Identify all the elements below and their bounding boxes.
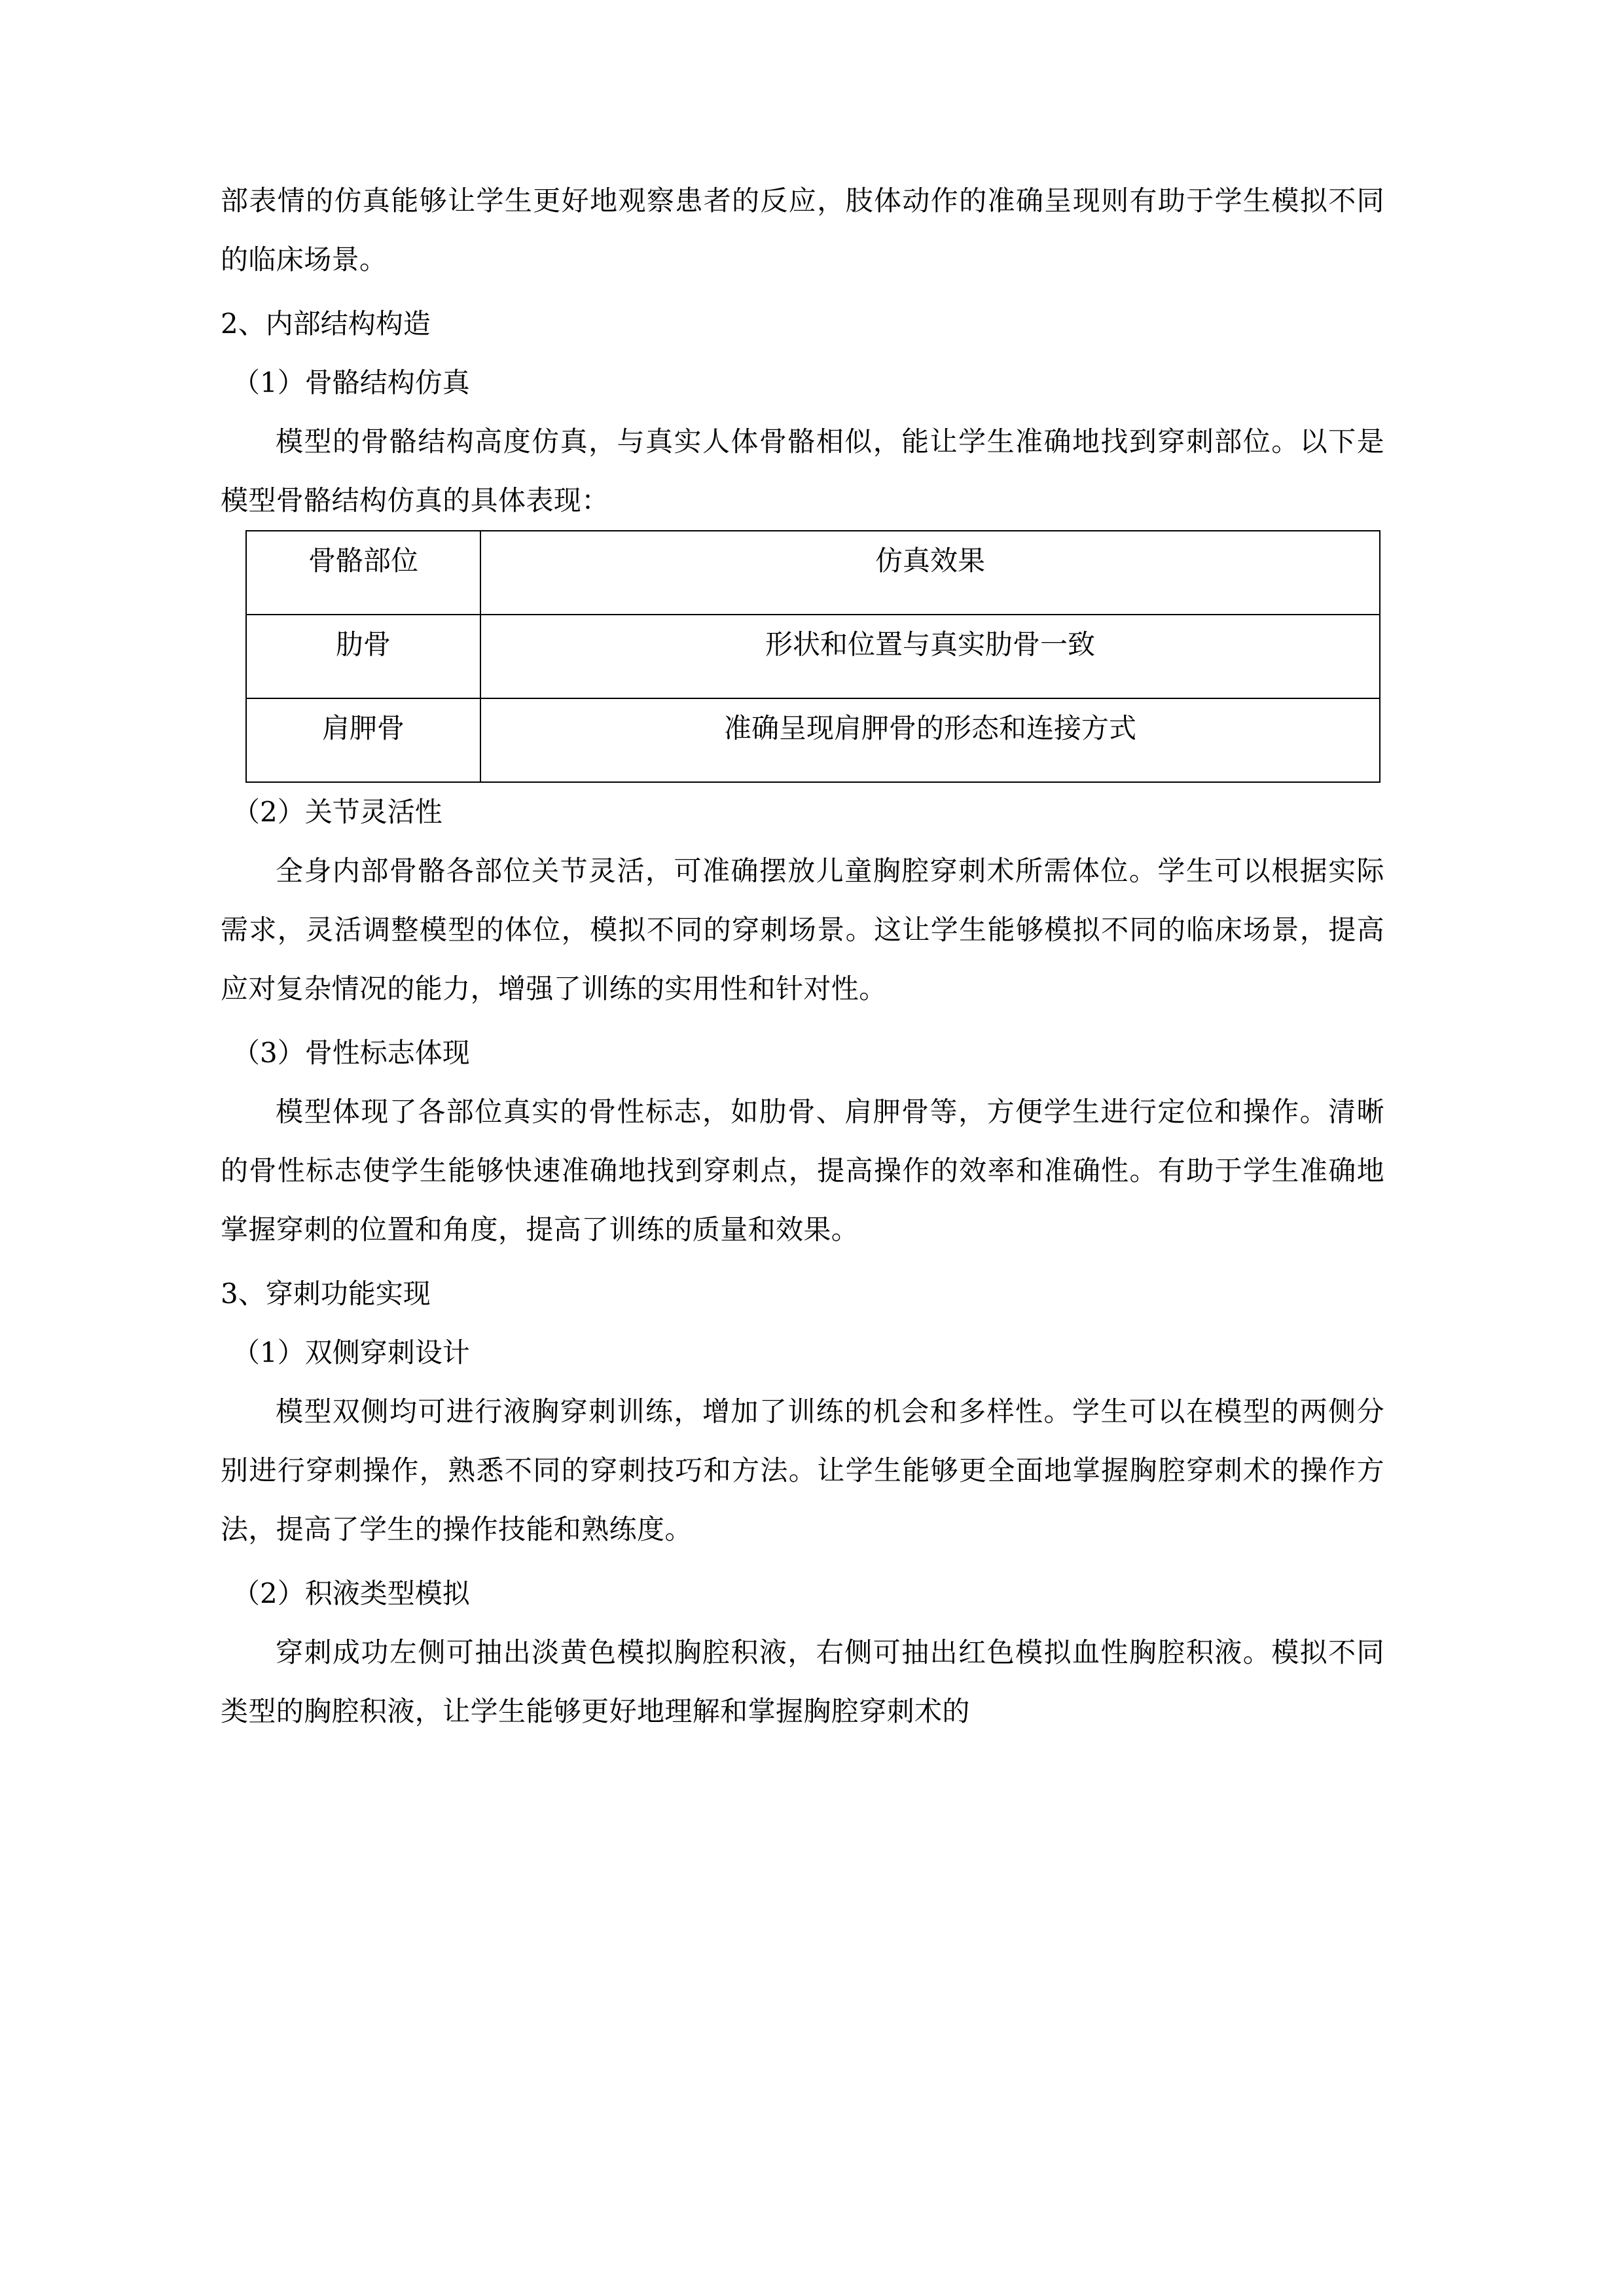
- table-header-label-effect: 仿真效果: [875, 545, 985, 577]
- table-row: [246, 698, 1380, 782]
- paragraph-section-2-2: 全身内部骨骼各部位关节灵活，可准确摆放儿童胸腔穿刺术所需体位。学生可以根据实际需求，灵活调整模型的体位，模拟不同的穿刺场景。这让学生能够模拟不同的临床场景，提高应对复杂情况的能力，增强了训练的实用性和针对性。: [221, 855, 1384, 1005]
- table-cell-effect: [480, 698, 1380, 782]
- table-cell-part: [246, 615, 480, 698]
- skeleton-simulation-table-wrap: [221, 530, 1384, 783]
- skeleton-simulation-table: [245, 530, 1380, 783]
- heading-section-3-1: （1）双侧穿刺设计: [232, 1336, 470, 1369]
- document-body: [221, 171, 1384, 1741]
- table-cell-part: [246, 698, 480, 782]
- table-cell-effect: [480, 615, 1380, 698]
- table-cell-text: 准确呈现肩胛骨的形态和连接方式: [723, 712, 1136, 744]
- table-header-cell-effect: [480, 531, 1380, 615]
- heading-section-2-2: （2）关节灵活性: [232, 796, 442, 828]
- table-header-cell-part: [246, 531, 480, 615]
- table-cell-text: 肋骨: [335, 628, 391, 660]
- paragraph-section-3-2: 穿刺成功左侧可抽出淡黄色模拟胸腔积液，右侧可抽出红色模拟血性胸腔积液。模拟不同类型的胸腔积液，让学生能够更好地理解和掌握胸腔穿刺术的: [221, 1636, 1384, 1727]
- paragraph-section-3-1: 模型双侧均可进行液胸穿刺训练，增加了训练的机会和多样性。学生可以在模型的两侧分别进行穿刺操作，熟悉不同的穿刺技巧和方法。让学生能够更全面地掌握胸腔穿刺术的操作方法，提高了学生的操作技能和熟练度。: [221, 1395, 1384, 1545]
- heading-section-2-1: （1）骨骼结构仿真: [232, 367, 470, 399]
- heading-section-3: 3、穿刺功能实现: [221, 1278, 431, 1310]
- table-header-row: [246, 531, 1380, 615]
- paragraph-continued: 部表情的仿真能够让学生更好地观察患者的反应，肢体动作的准确呈现则有助于学生模拟不同的临床场景。: [221, 185, 1384, 276]
- heading-section-2-3: （3）骨性标志体现: [232, 1037, 470, 1069]
- heading-section-3-2: （2）积液类型模拟: [232, 1577, 470, 1609]
- table-row: [246, 615, 1380, 698]
- paragraph-section-2-3: 模型体现了各部位真实的骨性标志，如肋骨、肩胛骨等，方便学生进行定位和操作。清晰的骨性标志使学生能够快速准确地找到穿刺点，提高操作的效率和准确性。有助于学生准确地掌握穿刺的位置和角度，提高了训练的质量和效果。: [221, 1096, 1384, 1246]
- spacer: [221, 1559, 1384, 1564]
- spacer: [221, 1018, 1384, 1024]
- table-cell-text: 形状和位置与真实肋骨一致: [765, 628, 1095, 660]
- heading-section-2: 2、内部结构构造: [221, 308, 431, 340]
- table-header-label-part: 骨骼部位: [308, 545, 418, 577]
- spacer: [221, 289, 1384, 295]
- paragraph-section-2-1: 模型的骨骼结构高度仿真，与真实人体骨骼相似，能让学生准确地找到穿刺部位。以下是模型骨骼结构仿真的具体表现：: [221, 425, 1384, 516]
- spacer: [221, 1259, 1384, 1265]
- table-cell-text: 肩胛骨: [321, 712, 405, 744]
